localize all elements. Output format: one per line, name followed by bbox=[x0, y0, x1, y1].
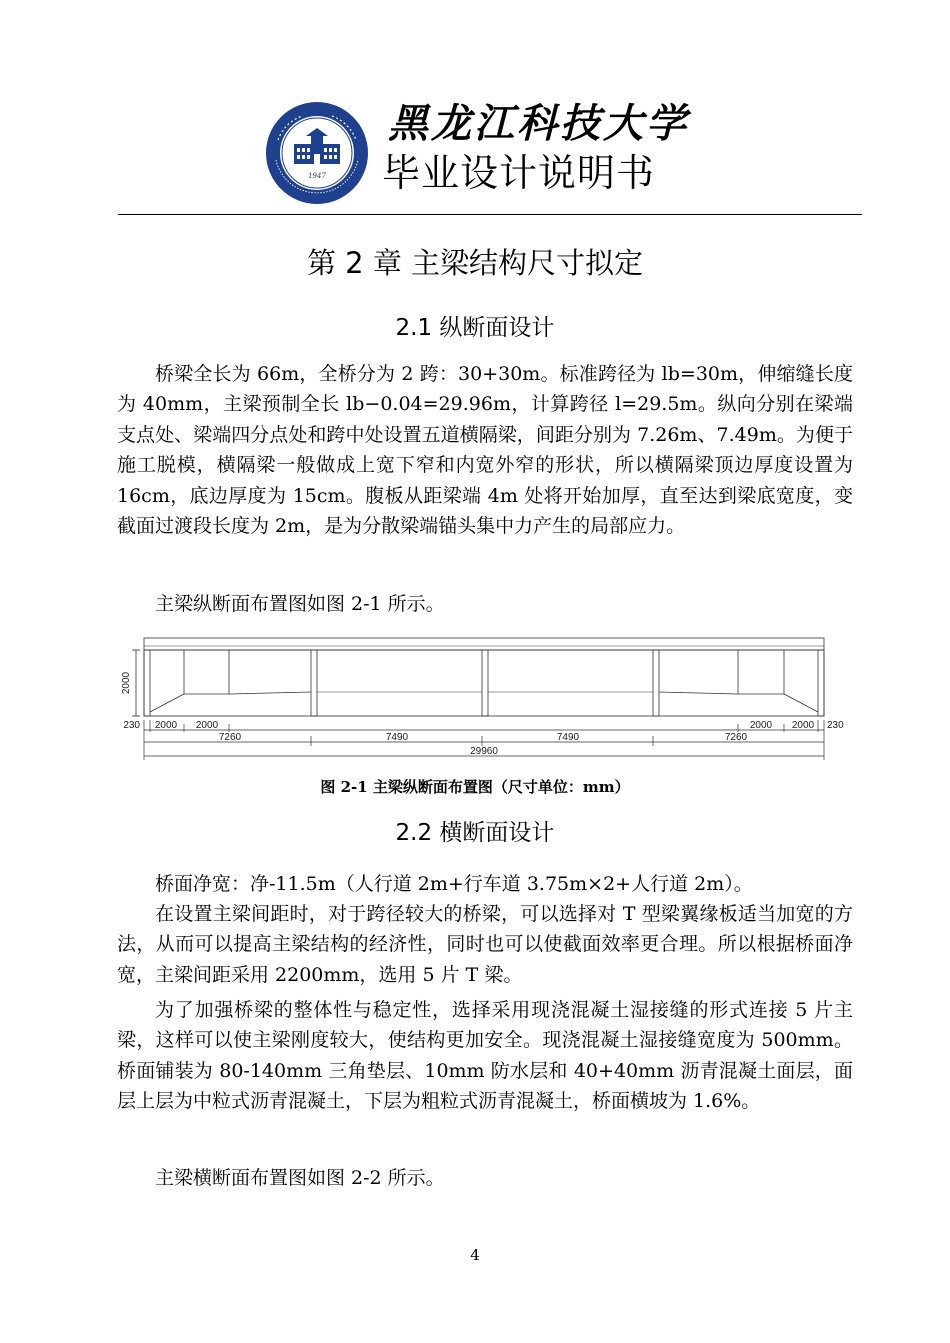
paragraph: 在设置主梁间距时，对于跨径较大的桥梁，可以选择对 T 型梁翼缘板适当加宽的方法，从而可以提高主梁结构的经济性，同时也可以使截面效率更合理。所以根据桥面净宽，主梁间距采用 2200mm，选用 5 片 T 梁。 bbox=[117, 903, 853, 986]
paragraph: 为了加强桥梁的整体性与稳定性，选择采用现浇混凝土湿接缝的形式连接 5 片主梁，这样可以使主梁刚度较大，使结构更加安全。现浇混凝土湿接缝宽度为 500mm。桥面铺装为 80-140mm 三角垫层、10mm 防水层和 40+40mm 沥青混凝土面层，面层上层为中粒式沥青混凝土，下层为粗粒式沥青混凝土，桥面横坡为 1.6%。 bbox=[117, 999, 853, 1113]
dim-total: 29960 bbox=[470, 746, 498, 757]
paragraph: 主梁横断面布置图如图 2-2 所示。 bbox=[155, 1167, 445, 1189]
dim-height-label: 2000 bbox=[121, 671, 132, 695]
dim-span-2: 7490 bbox=[385, 732, 409, 743]
chapter-title: 第 2 章 主梁结构尺寸拟定 bbox=[306, 246, 644, 280]
dim-taper-right-1: 2000 bbox=[749, 720, 773, 731]
paragraph: 桥面净宽：净-11.5m（人行道 2m+行车道 3.75m×2+人行道 2m）。 bbox=[155, 873, 753, 895]
dim-end-right-label: 230 bbox=[827, 720, 844, 731]
header-divider bbox=[118, 214, 862, 215]
document-type: 毕业设计说明书 bbox=[382, 151, 656, 195]
dim-taper-left-1: 2000 bbox=[154, 720, 178, 731]
dim-span-1: 7260 bbox=[218, 732, 242, 743]
section-title: 2.1 纵断面设计 bbox=[395, 315, 555, 341]
paragraph: 桥梁全长为 66m，全桥分为 2 跨：30+30m。标准跨径为 lb=30m，伸缩缝长度为 40mm，主梁预制全长 lb−0.04=29.96m，计算跨径 l=29.5m。纵向分别在梁端支点处、梁端四分点处和跨中处设置五道横隔梁，间距分别为 7.26m、7.49m。为便于施工脱模，横隔梁一般做成上宽下窄和内宽外窄的形状，所以横隔梁顶边厚度设置为 16cm，底边厚度为 15cm。腹板从距梁端 4m 处将开始加厚，直至达到梁底宽度，变截面过渡段长度为 2m，是为分散梁端锚头集中力产生的局部应力。 bbox=[117, 363, 853, 538]
figure-caption: 图 2-1 主梁纵断面布置图（尺寸单位：mm） bbox=[320, 778, 630, 796]
dim-taper-right-2: 2000 bbox=[791, 720, 815, 731]
section-title: 2.2 横断面设计 bbox=[395, 820, 555, 846]
university-seal-logo bbox=[264, 100, 370, 206]
dim-end-left-label: 230 bbox=[123, 720, 140, 731]
dim-span-3: 7490 bbox=[556, 732, 580, 743]
page-number: 4 bbox=[470, 1246, 480, 1264]
school-name: 黑龙江科技大学 bbox=[388, 100, 689, 147]
dim-span-4: 7260 bbox=[724, 732, 748, 743]
dim-taper-left-2: 2000 bbox=[195, 720, 219, 731]
svg-text:1947: 1947 bbox=[308, 172, 326, 180]
longitudinal-section-drawing bbox=[118, 632, 848, 764]
paragraph: 主梁纵断面布置图如图 2-1 所示。 bbox=[155, 593, 445, 615]
